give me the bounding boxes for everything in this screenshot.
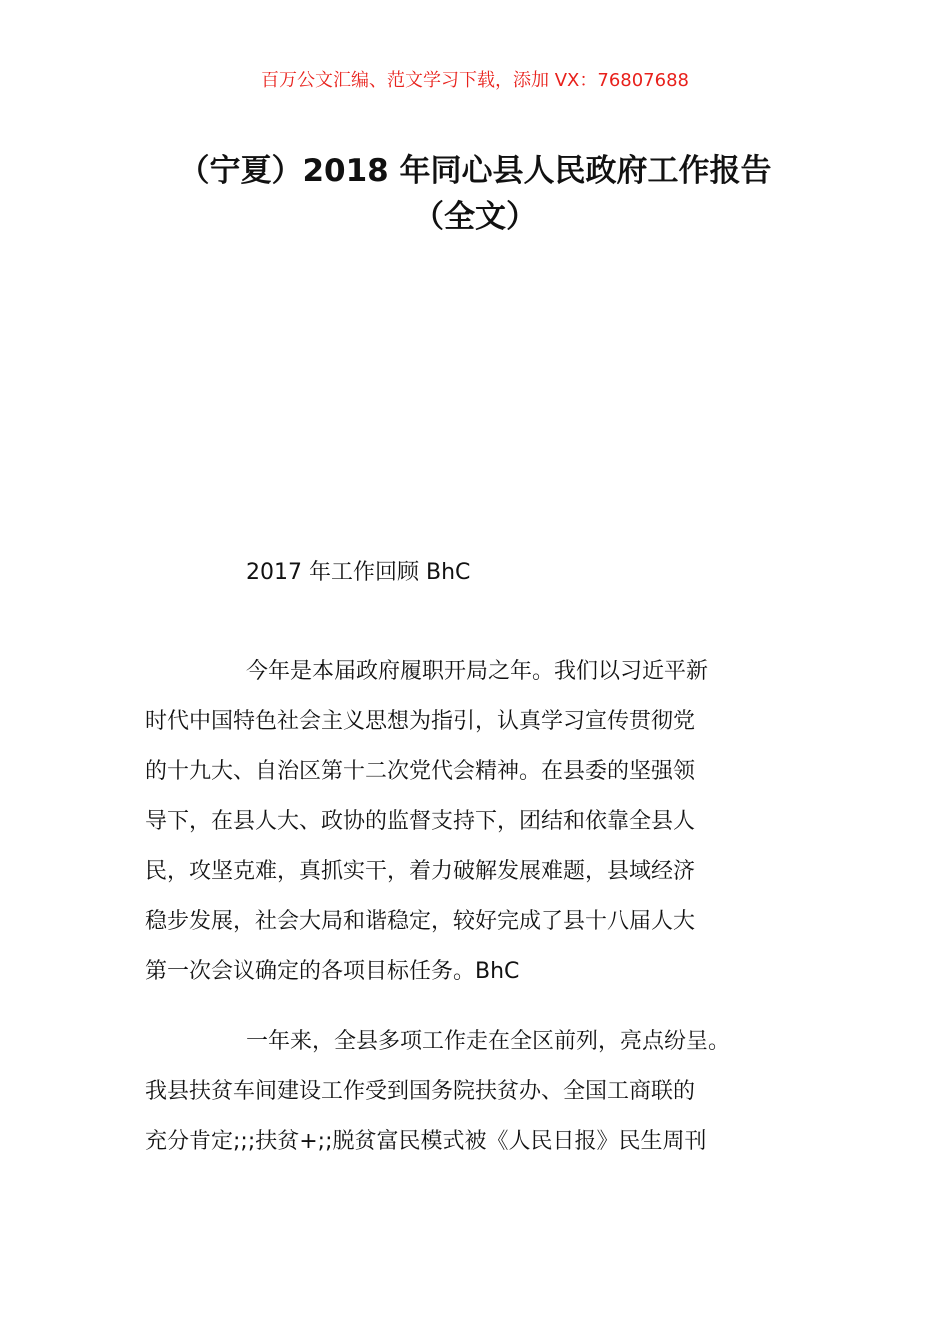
title-line-2: （全文）: [413, 199, 537, 235]
paragraph-line: 的十九大、自治区第十二次党代会精神。在县委的坚强领: [145, 759, 696, 784]
promo-banner: 百万公文汇编、范文学习下载，添加 VX：76807688: [261, 70, 689, 91]
paragraph-line: 导下，在县人大、政协的监督支持下，团结和依靠全县人: [145, 809, 696, 834]
title-line-1: （宁夏）2018 年同心县人民政府工作报告: [178, 153, 772, 189]
paragraph-line: 一年来，全县多项工作走在全区前列，亮点纷呈。: [246, 1029, 731, 1054]
paragraph-line: 第一次会议确定的各项目标任务。BhC: [145, 959, 520, 984]
paragraph-1: [145, 647, 835, 997]
paragraph-2: [145, 1017, 835, 1167]
paragraph-line: 稳步发展，社会大局和谐稳定，较好完成了县十八届人大: [145, 909, 696, 934]
section-heading: 2017 年工作回顾 BhC: [246, 560, 471, 585]
document-title: [60, 148, 890, 240]
paragraph-line: 时代中国特色社会主义思想为指引，认真学习宣传贯彻党: [145, 709, 696, 734]
paragraph-line: 民，攻坚克难，真抓实干，着力破解发展难题，县域经济: [145, 859, 696, 884]
paragraph-line: 今年是本届政府履职开局之年。我们以习近平新: [246, 659, 709, 684]
paragraph-line: 充分肯定;;;扶贫+;;脱贫富民模式被《人民日报》民生周刊: [145, 1129, 707, 1154]
paragraph-line: 我县扶贫车间建设工作受到国务院扶贫办、全国工商联的: [145, 1079, 696, 1104]
